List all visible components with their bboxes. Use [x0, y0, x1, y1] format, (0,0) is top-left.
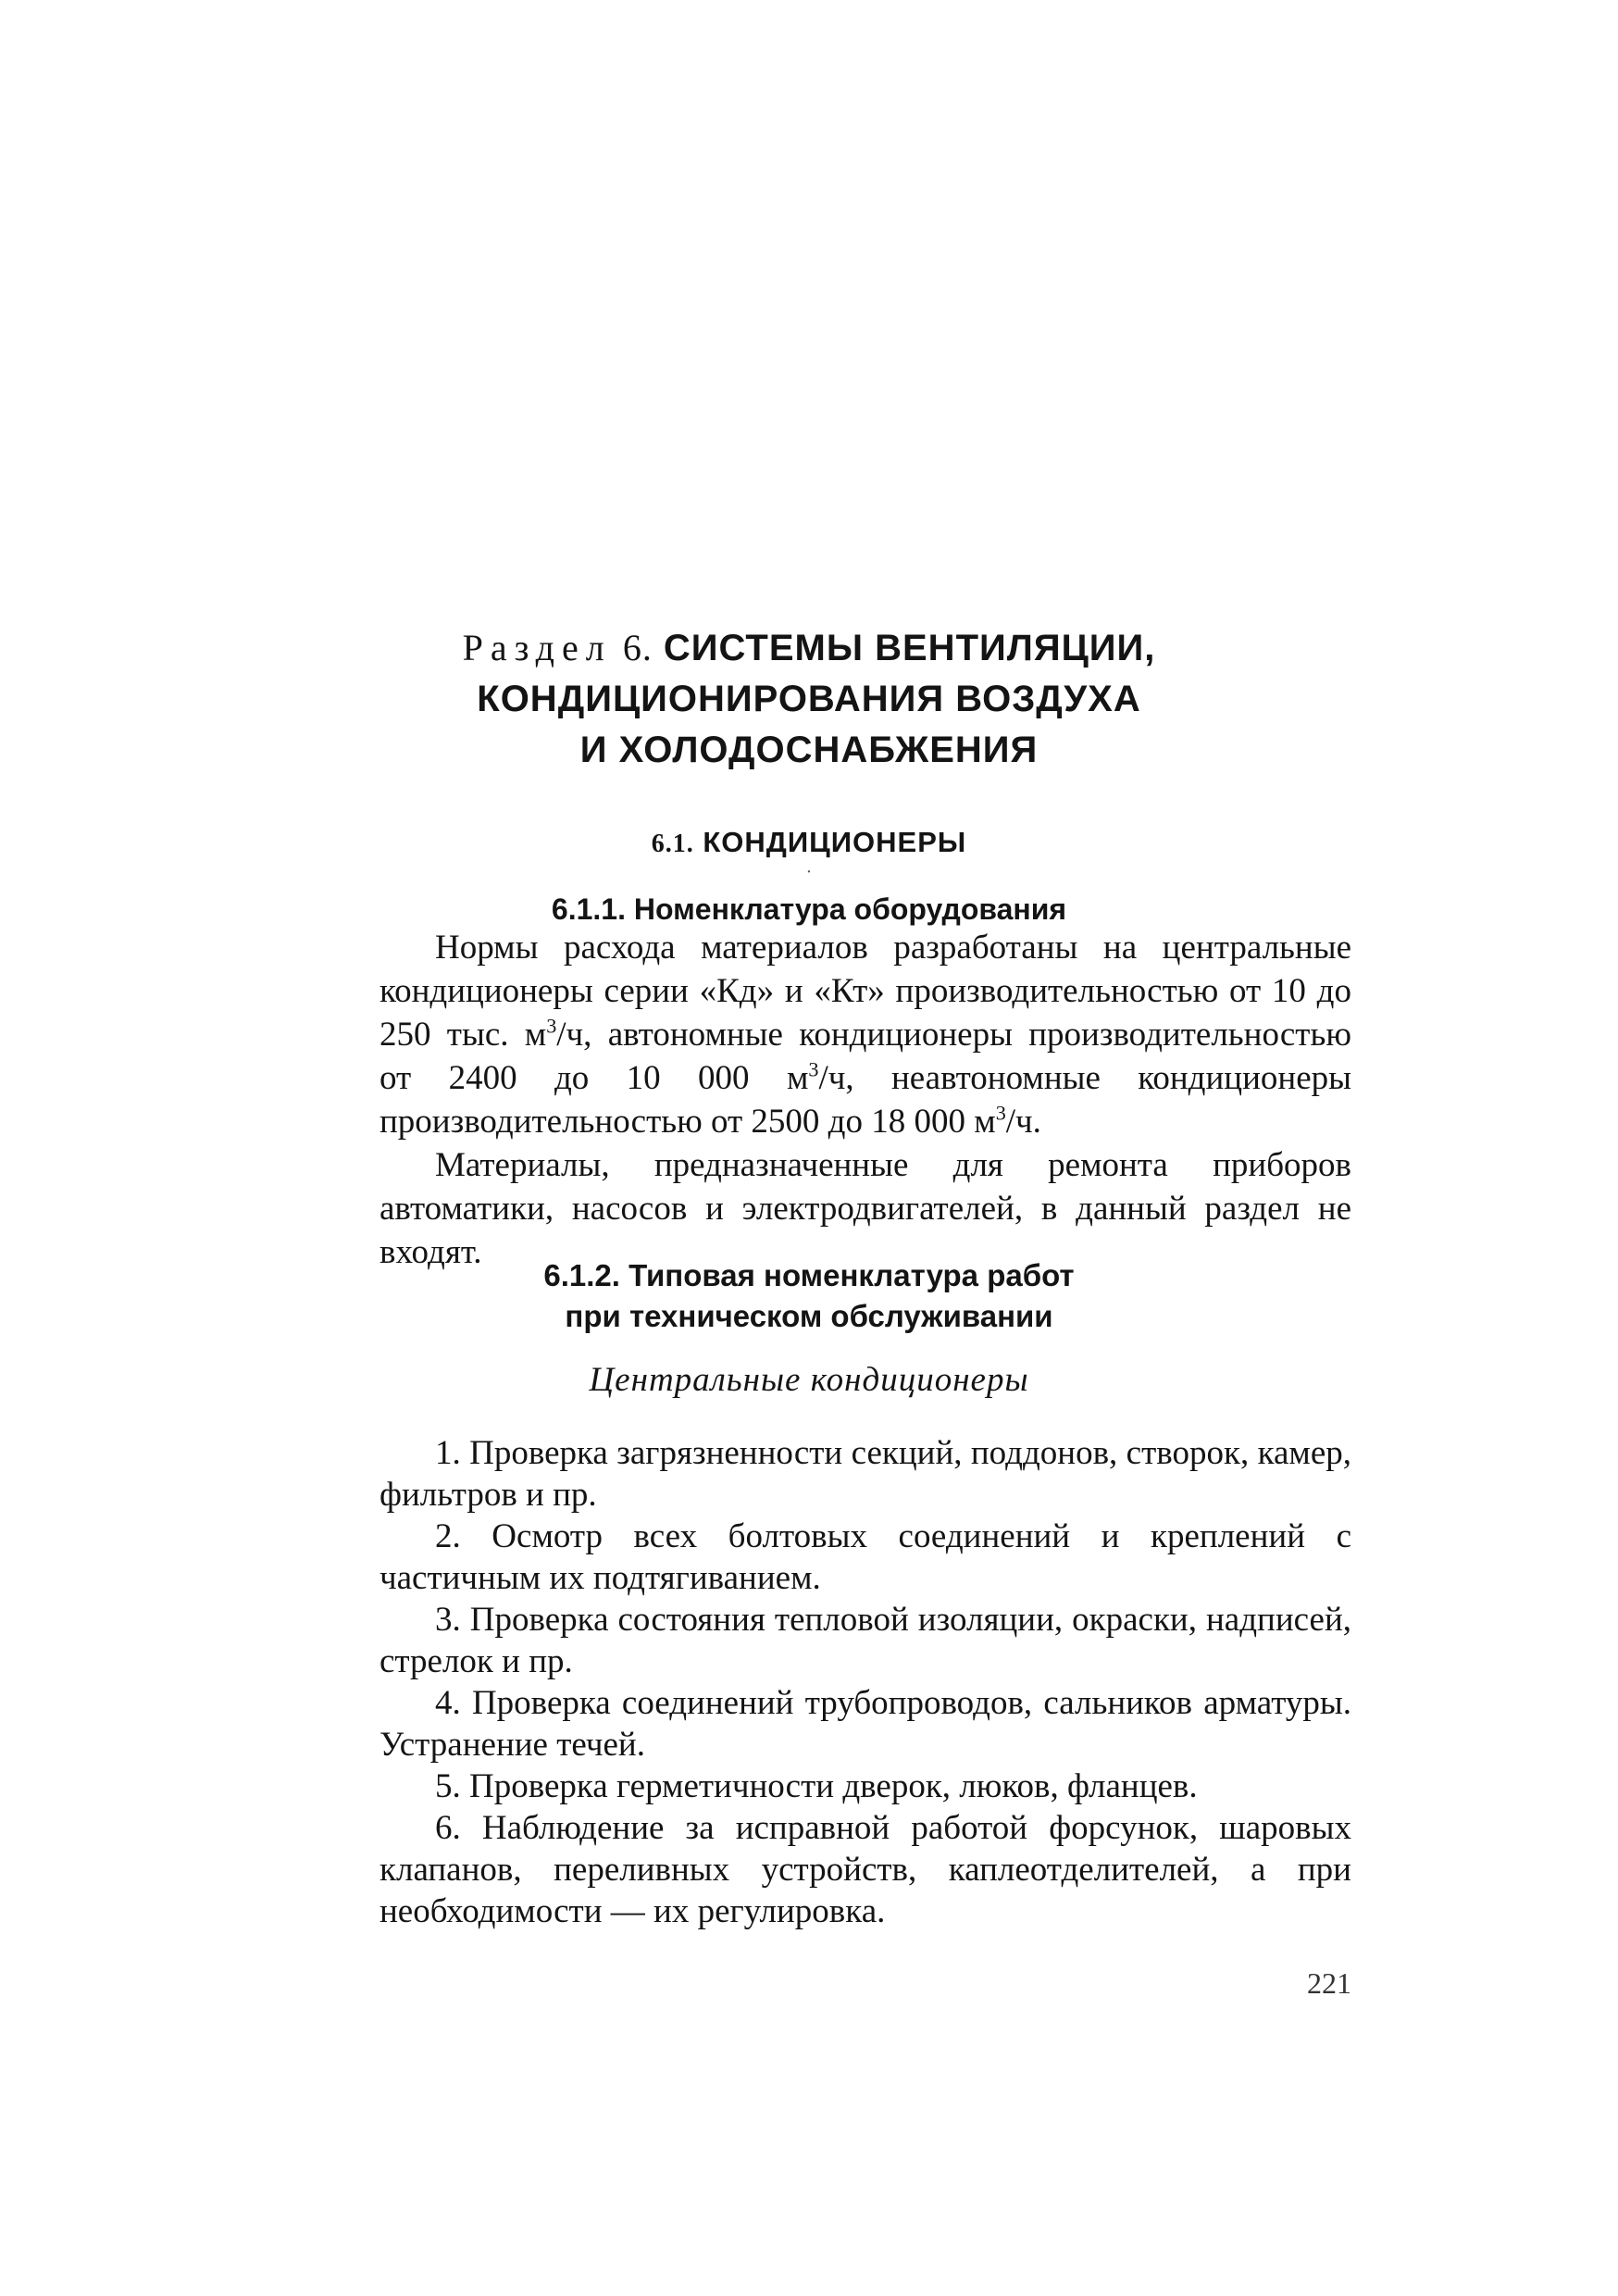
paragraph-1-part-4: /ч.	[1005, 1103, 1041, 1141]
work-list	[380, 1432, 1351, 1932]
paragraph-1-part-1: Нормы расхода материалов разработаны на центральные кондиционеры серии «Кд» и «Кт» производительностью от 10 до 250 тыс. м	[380, 929, 1351, 1054]
intro-paragraphs	[380, 926, 1351, 1274]
list-item: 3. Проверка состояния тепловой изоляции, окраски, надписей, стрелок и пр.	[380, 1601, 1351, 1680]
subsubsection-2-title-line1: 6.1.2. Типовая номенклатура работ	[543, 1258, 1075, 1292]
section-heading-block	[0, 622, 1618, 930]
italic-heading: Центральные кондиционеры	[589, 1361, 1029, 1399]
list-item: 1. Проверка загрязненности секций, поддонов, створок, камер, фильтров и пр.	[380, 1434, 1351, 1514]
list-item: 4. Проверка соединений трубопроводов, сальников арматуры. Устранение течей.	[380, 1684, 1351, 1764]
paragraph-1	[380, 926, 1351, 1143]
page-number: 221	[1307, 1966, 1351, 2000]
superscript: 3	[546, 1014, 557, 1038]
superscript: 3	[995, 1101, 1006, 1125]
section-title-line3: И ХОЛОДОСНАБЖЕНИЯ	[579, 730, 1039, 770]
paragraph-1-part-2: /ч, автономные кондиционеры производительностью от 2400 до 10 000 м	[380, 1016, 1351, 1097]
subsubsection-2-title-line2: при техническом обслуживании	[565, 1299, 1053, 1333]
divider-dot: ·	[805, 862, 813, 882]
subsection-number: 6.1.	[651, 830, 694, 858]
paragraph-2: Материалы, предназначенные для ремонта приборов автоматики, насосов и электродвигателей, в данный раздел не входят.	[380, 1146, 1351, 1271]
paragraph-1-part-3: /ч, неавтономные кондиционеры производительностью от 2500 до 18 000 м	[380, 1059, 1351, 1141]
section-label: Раздел	[462, 627, 612, 668]
section-title-line2: КОНДИЦИОНИРОВАНИЯ ВОЗДУХА	[477, 679, 1141, 719]
list-item: 5. Проверка герметичности дверок, люков, фланцев.	[435, 1767, 1198, 1805]
section-title	[0, 622, 1618, 776]
section-title-line1: СИСТЕМЫ ВЕНТИЛЯЦИИ,	[663, 628, 1156, 668]
list-item: 6. Наблюдение за исправной работой форсунок, шаровых клапанов, переливных устройств, каплеотделителей, а при необходимости — их регулировка.	[380, 1809, 1351, 1930]
subsection-title-text: КОНДИЦИОНЕРЫ	[703, 826, 967, 858]
subsubsection-1-title: 6.1.1. Номенклатура оборудования	[551, 892, 1067, 926]
list-item: 2. Осмотр всех болтовых соединений и креплений с частичным их подтягиванием.	[380, 1517, 1351, 1597]
subsection-title	[0, 824, 1618, 863]
superscript: 3	[808, 1057, 819, 1081]
section-number: 6.	[622, 627, 653, 668]
